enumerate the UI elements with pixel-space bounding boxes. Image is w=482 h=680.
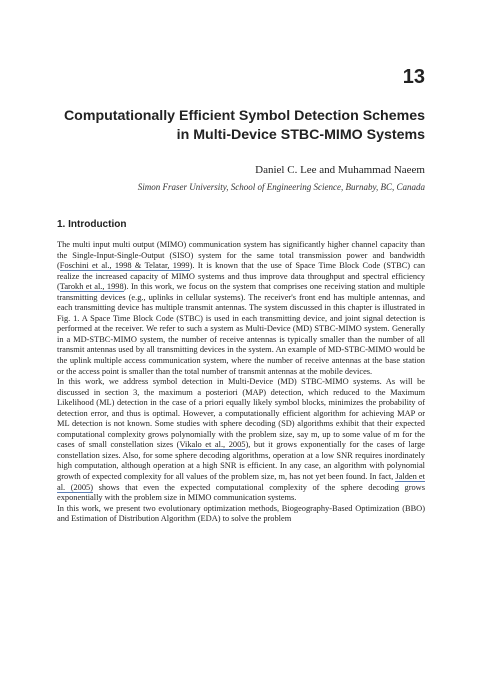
chapter-number: 13 — [402, 66, 425, 88]
affiliation: Simon Fraser University, School of Engineering Science, Burnaby, BC, Canada — [137, 182, 425, 192]
citation-link[interactable]: Vikalo et al., 2005 — [179, 440, 246, 450]
paragraph-text: The multi input multi output (MIMO) communication system has significantly higher channel capacity than the Single-Input-Single-Output (SISO) system for the same total transmission power and bandwidth ( — [57, 240, 425, 271]
paragraph-text: shows that even the expected computational complexity of the sphere decoding grows exponentially with the problem size in MIMO communication systems. — [57, 482, 425, 503]
paragraph-text: ), but it grows exponentially for the cases of large constellation sizes. Also, for some sphere decoding algorithms, operation at a low SNR requires inordinately high computation, although operation at a high SNR is efficient. In any case, an algorithm with polynomial growth of expected complexity for all values of the problem size, m, has not yet been found. In fact, — [57, 440, 425, 482]
paragraph-2 — [57, 377, 425, 504]
paragraph-text: In this work, we address symbol detection in Multi-Device (MD) STBC-MIMO systems. As will be discussed in section 3, the maximum a posteriori (MAP) detection, which reduced to the Maximum Likelihood (ML) detection in the case of a priori equally likely symbol blocks, minimizes the probability of detection error, and thus is optimal. However, a computationally efficient algorithm for achieving MAP or ML detection is not known. Some studies with sphere decoding (SD) algorithms exhibit that their expected computational complexity grows polynomially with the problem size, say m, up to some value of m for the cases of small constellation sizes ( — [57, 377, 425, 450]
body-text — [57, 240, 425, 525]
citation-link[interactable]: Foschini et al., 1998 & Telatar, 1999 — [59, 261, 190, 271]
chapter-title: Computationally Efficient Symbol Detection Schemes in Multi-Device STBC-MIMO Systems — [63, 108, 425, 143]
citation-link[interactable]: Tarokh et al., 1998 — [59, 282, 124, 292]
paragraph-text: In this work, we present two evolutionary optimization methods, Biogeography-Based Optimization (BBO) and Estimation of Distribution Algorithm (EDA) to solve the problem — [57, 503, 425, 524]
paragraph-text: ). It is known that the use of Space Time Block Code (STBC) can realize the increased capacity of MIMO systems and thus improve data throughput and spectral efficiency ( — [57, 261, 426, 292]
section-heading: 1. Introduction — [57, 219, 127, 230]
paragraph-3 — [57, 504, 425, 525]
authors: Daniel C. Lee and Muhammad Naeem — [255, 164, 425, 176]
citation-link[interactable]: Jalden et al. (2005) — [57, 472, 425, 492]
paragraph-text: ). In this work, we focus on the system that comprises one receiving station and multiple transmitting devices (e.g., uplinks in cellular systems). The receiver's front end has multiple antennas, and each transmitting device has multiple transmit antennas. The system discussed in this chapter is illustrated in Fig. 1. A Space Time Block Code (STBC) is used in each transmitting device, and joint signal detection is performed at the receiver. We refer to such a system as Multi-Device (MD) STBC-MIMO system. Generally in a MD-STBC-MIMO system, the number of receive antennas is typically smaller than the number of all transmit antennas used by all transmitting devices in the system. An example of MD-STBC-MIMO would be the uplink multiple access communication system, where the number of receive antennas at the base station or the access point is smaller than the total number of transmit antennas at the mobile devices. — [57, 282, 426, 376]
paragraph-1 — [57, 240, 425, 377]
